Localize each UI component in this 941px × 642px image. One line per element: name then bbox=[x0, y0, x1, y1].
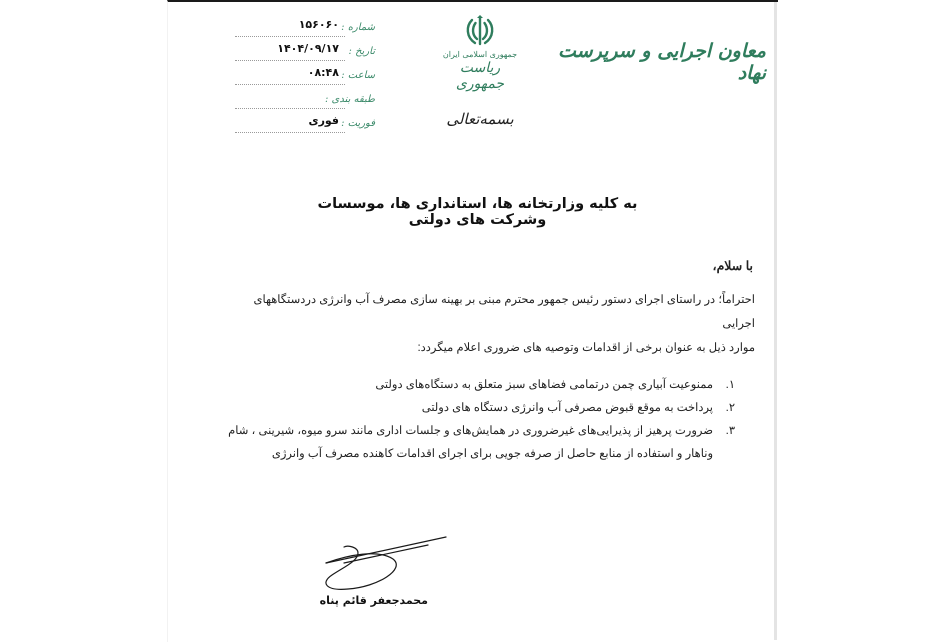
iran-emblem-icon bbox=[463, 14, 497, 48]
bismillah-heading: بسمه‌تعالی bbox=[446, 110, 514, 128]
meta-label: شماره : bbox=[341, 22, 375, 33]
letter-date: ۱۴۰۴/۰۹/۱۷ bbox=[277, 42, 339, 55]
letter-time: ۰۸:۴۸ bbox=[307, 66, 339, 79]
emblem-country-name: جمهوری اسلامی ایران bbox=[442, 50, 518, 59]
office-title: معاون اجرایی و سرپرست نهاد bbox=[558, 40, 766, 84]
list-item-number: ۳. bbox=[725, 425, 735, 437]
meta-row-number bbox=[235, 18, 375, 42]
intro-line-1: احتراماً؛ در راستای اجرای دستور رئیس جمهور محترم مبنی بر بهینه سازی مصرف آب وانرژی دردستگاههای اجرایی bbox=[253, 294, 755, 330]
meta-label: طبقه بندی : bbox=[325, 94, 375, 105]
list-item-text: پرداخت به موقع قبوض مصرفی آب وانرژی دستگاه های دولتی bbox=[421, 402, 713, 414]
meta-label: ساعت : bbox=[341, 70, 375, 81]
letter-number: ۱۵۶۰۶۰ bbox=[298, 18, 339, 31]
meta-label: فوریت : bbox=[341, 118, 375, 129]
list-item bbox=[225, 420, 763, 466]
recipient-line: به کلیه وزارتخانه ها، استانداری ها، موسسات وشرکت های دولتی bbox=[317, 196, 638, 228]
meta-row-time bbox=[235, 66, 375, 90]
list-item-number: ۱. bbox=[725, 379, 735, 391]
dotted-line bbox=[235, 108, 345, 109]
dotted-line bbox=[235, 36, 345, 37]
signer-name: محمدجعفر قائم پناه bbox=[319, 594, 428, 607]
list-item-text: ضرورت پرهیز از پذیرایی‌های غیرضروری در همایش‌های و جلسات اداری مانند سرو میوه، شیرینی ، شام وناهار و استفاده از منابع حاصل از صرفه جویی برای اجرای اقدامات کاهنده مصرف آب وانرژی bbox=[228, 425, 713, 460]
meta-label: تاریخ : bbox=[348, 46, 375, 57]
intro-line-2: موارد ذیل به عنوان برخی از اقدامات وتوصیه های ضروری اعلام میگردد: bbox=[417, 342, 755, 354]
page-right-edge bbox=[774, 2, 777, 640]
dotted-line bbox=[235, 84, 345, 85]
list-item bbox=[225, 397, 763, 420]
letterhead-emblem bbox=[435, 14, 525, 92]
list-item-number: ۲. bbox=[725, 402, 735, 414]
signature-scribble-icon bbox=[318, 525, 448, 595]
emblem-office-name: ریاست جمهوری bbox=[455, 60, 505, 92]
meta-row-classification bbox=[235, 90, 375, 114]
directive-list bbox=[225, 374, 763, 466]
meta-row-priority bbox=[235, 114, 375, 138]
letter-meta-block bbox=[235, 18, 375, 138]
dotted-line bbox=[235, 132, 345, 133]
letter-body bbox=[225, 258, 763, 466]
list-item-text: ممنوعیت آبیاری چمن درتمامی فضاهای سبز متعلق به دستگاه‌های دولتی bbox=[375, 379, 713, 391]
list-item bbox=[225, 374, 763, 397]
greeting: با سلام، bbox=[712, 259, 753, 273]
letter-priority: فوری bbox=[308, 114, 339, 127]
dotted-line bbox=[235, 60, 345, 61]
meta-row-date bbox=[235, 42, 375, 66]
